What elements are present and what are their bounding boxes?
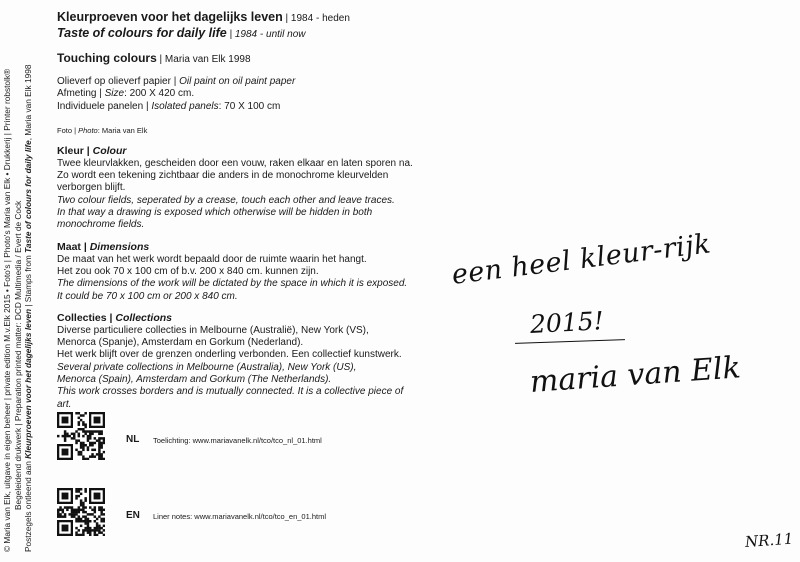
text-line: Zo wordt een tekening zichtbaar die anders in de monochrome kleurvelden xyxy=(57,170,389,182)
qr-url-en[interactable]: Liner notes: www.mariavanelk.nl/tco/tco_en_01.html xyxy=(153,512,327,521)
text-line: Two colour fields, seperated by a crease, touch each other and leave traces. xyxy=(57,194,395,206)
spec-size: Afmeting | Size: 200 X 420 cm. xyxy=(57,88,195,100)
qr-code-en[interactable] xyxy=(57,488,105,536)
text-line: Menorca (Spanje), Amsterdam en Gorkum (Nederland). xyxy=(57,337,304,349)
text-line: Diverse particuliere collecties in Melbourne (Australië), New York (VS), xyxy=(57,324,369,336)
section-heading: Collecties | Collections xyxy=(57,311,172,324)
handwritten-note-line-1: een heel kleur-rijk xyxy=(450,228,713,291)
photo-credit: Foto | Photo: Maria van Elk xyxy=(57,125,148,135)
text-line: Het werk blijft over de grenzen onderling verbonden. Een collectief kunstwerk. xyxy=(57,349,402,361)
qr-lang-en: EN xyxy=(126,510,140,521)
credits-strip xyxy=(0,0,50,562)
text-line: It could be 70 x 100 cm or 200 x 840 cm. xyxy=(57,290,238,302)
main-text xyxy=(57,10,417,411)
handwritten-underline xyxy=(515,339,625,344)
section-heading: Maat | Dimensions xyxy=(57,240,150,253)
handwritten-number: NR.11 xyxy=(744,529,794,551)
section-collections xyxy=(57,312,417,411)
specs xyxy=(57,76,417,113)
text-line: Menorca (Spain), Amsterdam and Gorkum (The Netherlands). xyxy=(57,374,332,386)
qr-lang-nl: NL xyxy=(126,434,140,445)
text-line: This work crosses borders and is mutually connected. It is a collective piece of art. xyxy=(57,386,404,410)
qr-url-nl[interactable]: Toelichting: www.mariavanelk.nl/tco/tco_nl_01.html xyxy=(153,436,322,445)
text-line: Several private collections in Melbourne (Australia), New York (US), xyxy=(57,361,357,373)
work-title: Touching colours | Maria van Elk 1998 xyxy=(57,51,251,65)
text-line: De maat van het werk wordt bepaald door de ruimte waarin het hangt. xyxy=(57,253,367,265)
text-line: Twee kleurvlakken, gescheiden door een vouw, raken elkaar en laten sporen na. xyxy=(57,157,413,169)
credits-text xyxy=(2,65,34,552)
credits-line-1: © Maria van Elk, uitgave in eigen beheer | private edition M.v.Elk 2015 • Foto's | Photo's Maria van Elk • Drukkerij | Printer robstolk® xyxy=(2,68,12,552)
credits-line-3: Postzegels ontleend aan Kleurproeven voor het dagelijks leven | Stamps from Taste of colours for daily life, Maria van Elk 1998 xyxy=(23,64,33,552)
series-subtitle: Taste of colours for daily life | 1984 - until now xyxy=(57,26,306,40)
text-line: The dimensions of the work will be dictated by the space in which it is exposed. xyxy=(57,278,408,290)
section-colour xyxy=(57,145,417,232)
text-line: Het zou ook 70 x 100 cm of b.v. 200 x 840 cm. kunnen zijn. xyxy=(57,265,319,277)
credits-line-2: Begeleidend drukwerk | Preparation printed matter: DCD Multimedia / Evert de Cock xyxy=(12,200,23,510)
handwritten-note-line-2: 2015! xyxy=(529,306,605,339)
spec-panels: Individuele panelen | Isolated panels: 70 X 100 cm xyxy=(57,100,281,112)
section-heading: Kleur | Colour xyxy=(57,144,127,157)
text-line: In that way a drawing is exposed which otherwise will be hidden in both xyxy=(57,207,373,219)
text-line: monochrome fields. xyxy=(57,219,145,231)
text-line: verborgen blijft. xyxy=(57,182,126,194)
handwritten-signature: maria van Elk xyxy=(528,350,742,400)
section-dimensions xyxy=(57,241,417,303)
series-title: Kleurproeven voor het dagelijks leven | 1984 - heden xyxy=(57,10,350,24)
spec-medium: Olieverf op olieverf papier | Oil paint on oil paint paper xyxy=(57,76,296,87)
qr-code-nl[interactable] xyxy=(57,412,105,460)
